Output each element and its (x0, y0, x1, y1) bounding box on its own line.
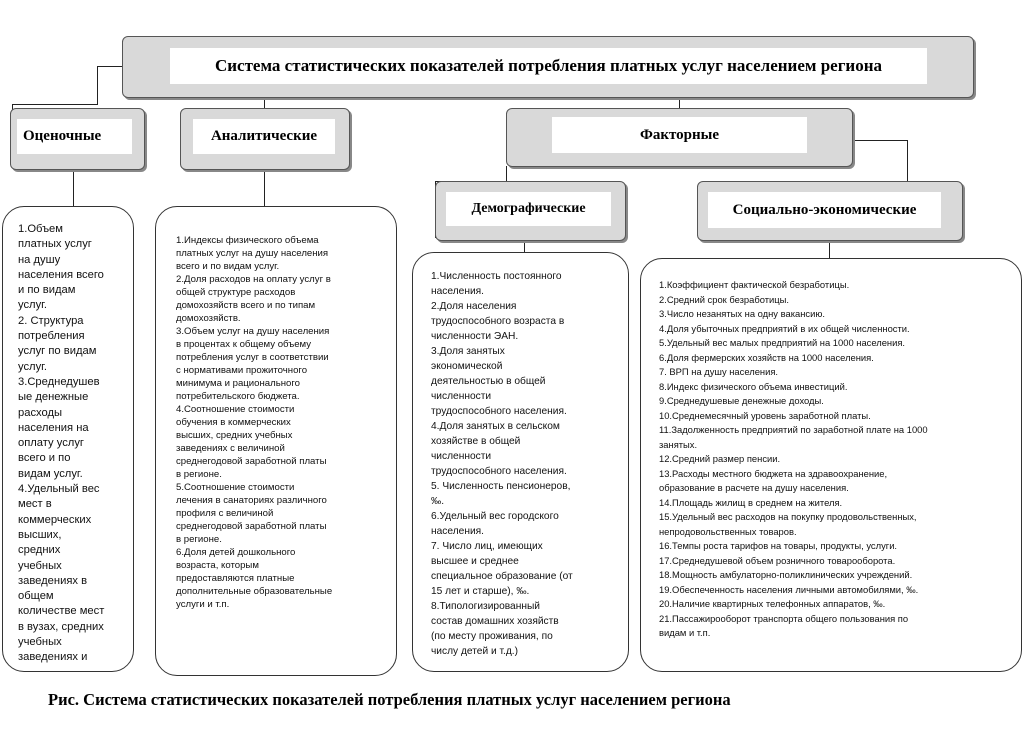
evaluative-label: Оценочные (17, 119, 132, 154)
system-title: Система статистических показателей потребления платных услуг населением региона (170, 48, 927, 84)
demographic-label: Демографические (446, 192, 611, 226)
connector-line (264, 169, 265, 206)
connector-line (73, 169, 74, 206)
connector-line (97, 66, 98, 105)
connector-line (506, 166, 507, 181)
connector-line (97, 66, 123, 67)
socioeconomic-list-box (640, 258, 1022, 672)
factor-box (506, 108, 853, 167)
factor-label: Факторные (552, 117, 807, 153)
analytical-list: 1.Индексы физического объема платных услуг на душу населения всего и по видам услуг. 2.Доля расходов на оплату услуг в общей структуре расходов домохозяйств всего и по типам домохозяйств. 3.Объем услуг на душу населения в процентах к общему объему потребления услуг в соответствии с нормативами прожиточного минимума и рационального потребительского бюджета. 4.Соотношение стоимости обучения в коммерческих высших, средних учебных заведениях с величиной среднегодовой заработной платы в регионе. 5.Соотношение стоимости лечения в санаториях различного профиля с величиной среднегодовой заработной платы в регионе. 6.Доля детей дошкольного возраста, которым предоставляются платные дополнительные образовательные услуги и т.п. (176, 235, 333, 610)
connector-line (829, 240, 830, 258)
connector-line (851, 140, 907, 141)
system-title-box (122, 36, 974, 98)
evaluative-box (10, 108, 145, 170)
analytical-list-box (155, 206, 397, 676)
connector-line (12, 104, 98, 105)
figure-caption: Рис. Система статистических показателей потребления платных услуг населением региона (48, 690, 731, 709)
evaluative-list: 1.Объем платных услуг на душу населения всего и по видам услуг. 2. Структура потребления услуг по видам услуг. 3.Среднедушев ые денежные расходы населения на оплату услуг всего и по видам услуг. 4.Удельный вес мест в коммерческих высших, средних учебных заведениях в общем количестве мест в вузах, средних учебных заведениях и (18, 223, 105, 664)
demographic-box (435, 181, 626, 241)
socioeconomic-list: 1.Коэффициент фактической безработицы. 2.Средний срок безработицы. 3.Число незанятых на одну вакансию. 4.Доля убыточных предприятий в их общей численности. 5.Удельный вес малых предприятий на 1000 населения. 6.Доля фермерских хозяйств на 1000 населения. 7. ВРП на душу населения. 8.Индекс физического объема инвестиций. 9.Среднедушевые денежные доходы. 10.Среднемесячный уровень заработной платы. 11.Задолженность предприятий по заработной плате на 1000 занятых. 12.Средний размер пенсии. 13.Расходы местного бюджета на здравоохранение, образование в расчете на душу населения. 14.Площадь жилищ в среднем на жителя. 15.Удельный вес расходов на покупку продовольственных, непродовольственных товаров. 16.Темпы роста тарифов на товары, продукты, услуги. 17.Среднедушевой объем розничного товарооборота. 18.Мощность амбулаторно-поликлинических учреждений. 19.Обеспеченность населения личными автомобилями, ‰. 20.Наличие квартирных телефонных аппаратов, ‰. 21.Пассажирооборот транспорта общего пользования по видам и т.п. (659, 279, 928, 638)
socioeconomic-box (697, 181, 963, 241)
demographic-list-box (412, 252, 629, 672)
demographic-list: 1.Численность постоянного населения. 2.Доля населения трудоспособного возраста в численности ЭАН. 3.Доля занятых экономической деятельностью в общей численности трудоспособного населения. 4.Доля занятых в сельском хозяйстве в общей численности трудоспособного населения. 5. Численность пенсионеров, ‰. 6.Удельный вес городского населения. 7. Число лиц, имеющих высшее и среднее специальное образование (от 15 лет и старше), ‰. 8.Типологизированный состав домашних хозяйств (по месту проживания, по числу детей и т.д.) (431, 271, 573, 657)
analytical-label: Аналитические (193, 119, 335, 154)
evaluative-list-box (2, 206, 134, 672)
analytical-box (180, 108, 350, 170)
socioeconomic-label: Социально-экономические (708, 192, 941, 228)
